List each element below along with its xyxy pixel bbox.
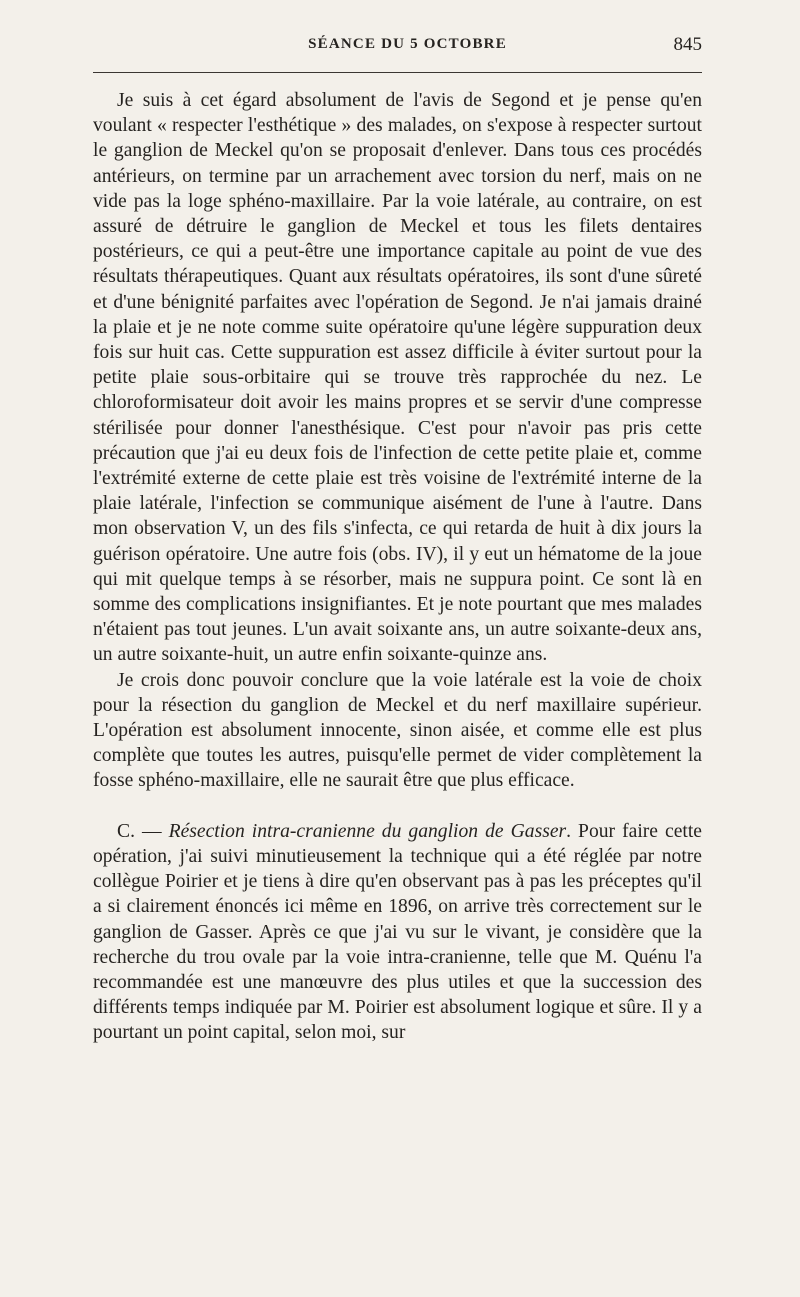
section-label: C. — <box>117 820 169 842</box>
section-text: . Pour faire cette opération, j'ai suivi minutieusement la technique qui a été réglée par notre collègue Poirier et je tiens à dire qu'en observant pas à pas les préceptes qu'il a si clairement énoncés ici même en 1896, on arrive très correctement sur le ganglion de Gasser. Après ce que j'ai vu sur le vivant, je considère que la recherche du trou ovale par la voie intra-cranienne, telle que M. Quénu l'a recommandée est une manœuvre des plus utiles et que la succession des différents temps indiquée par M. Poirier est absolument logique et sûre. Il y a pourtant un point capital, selon moi, sur <box>93 820 702 1044</box>
section-c-paragraph <box>93 819 702 1046</box>
paragraph: Je crois donc pouvoir conclure que la voie latérale est la voie de choix pour la résection du ganglion de Meckel et du nerf maxillaire supérieur. L'opération est absolument innocente, sinon aisée, et comme elle est plus complète que toutes les autres, puisqu'elle permet de vider complètement la fosse sphéno-maxillaire, elle ne saurait être que plus efficace. <box>93 669 702 792</box>
running-title: SÉANCE DU 5 OCTOBRE <box>308 36 507 52</box>
body-text <box>93 88 702 1046</box>
page-header <box>93 36 702 58</box>
header-rule <box>93 72 702 73</box>
page-number: 845 <box>673 34 702 55</box>
section-title: Résection intra-cranienne du ganglion de Gasser <box>168 820 567 842</box>
paragraph: Je suis à cet égard absolument de l'avis de Segond et je pense qu'en voulant « respecter l'esthétique » des malades, on s'expose à respecter surtout le ganglion de Meckel qu'on se proposait d'enlever. Dans tous ces procédés antérieurs, on termine par un arrachement avec torsion du nerf, mais on ne vide pas la loge sphéno-maxillaire. Par la voie latérale, au contraire, on est assuré de détruire le ganglion de Meckel et tous les filets dentaires postérieurs, ce qui a peut-être une importance capitale au point de vue des résultats thérapeutiques. Quant aux résultats opératoires, ils sont d'une sûreté et d'une bénignité parfaites avec l'opération de Segond. Je n'ai jamais drainé la plaie et je ne note comme suite opératoire qu'une légère suppuration deux fois sur huit cas. Cette suppuration est assez difficile à éviter surtout pour la petite plaie sous-orbitaire qui se trouve très rapprochée du nez. Le chloroformisateur doit avoir les mains propres et se servir d'une compresse stérilisée pour donner l'anesthésique. C'est pour n'avoir pas pris cette précaution que j'ai eu deux fois de l'infection de cette petite plaie et, comme l'extrémité externe de cette plaie est très voisine de l'extrémité interne de la plaie latérale, l'infection se communique aisément de l'une à l'autre. Dans mon observation V, un des fils s'infecta, ce qui retarda de huit à dix jours la guérison opératoire. Une autre fois (obs. IV), il y eut un hématome de la joue qui mit quelque temps à se résorber, mais ne suppura point. Ce sont là en somme des complications insignifiantes. Et je note pourtant que mes malades n'étaient pas tout jeunes. L'un avait soixante ans, un autre soixante-deux ans, un autre soixante-huit, un autre enfin soixante-quinze ans. <box>93 90 702 666</box>
